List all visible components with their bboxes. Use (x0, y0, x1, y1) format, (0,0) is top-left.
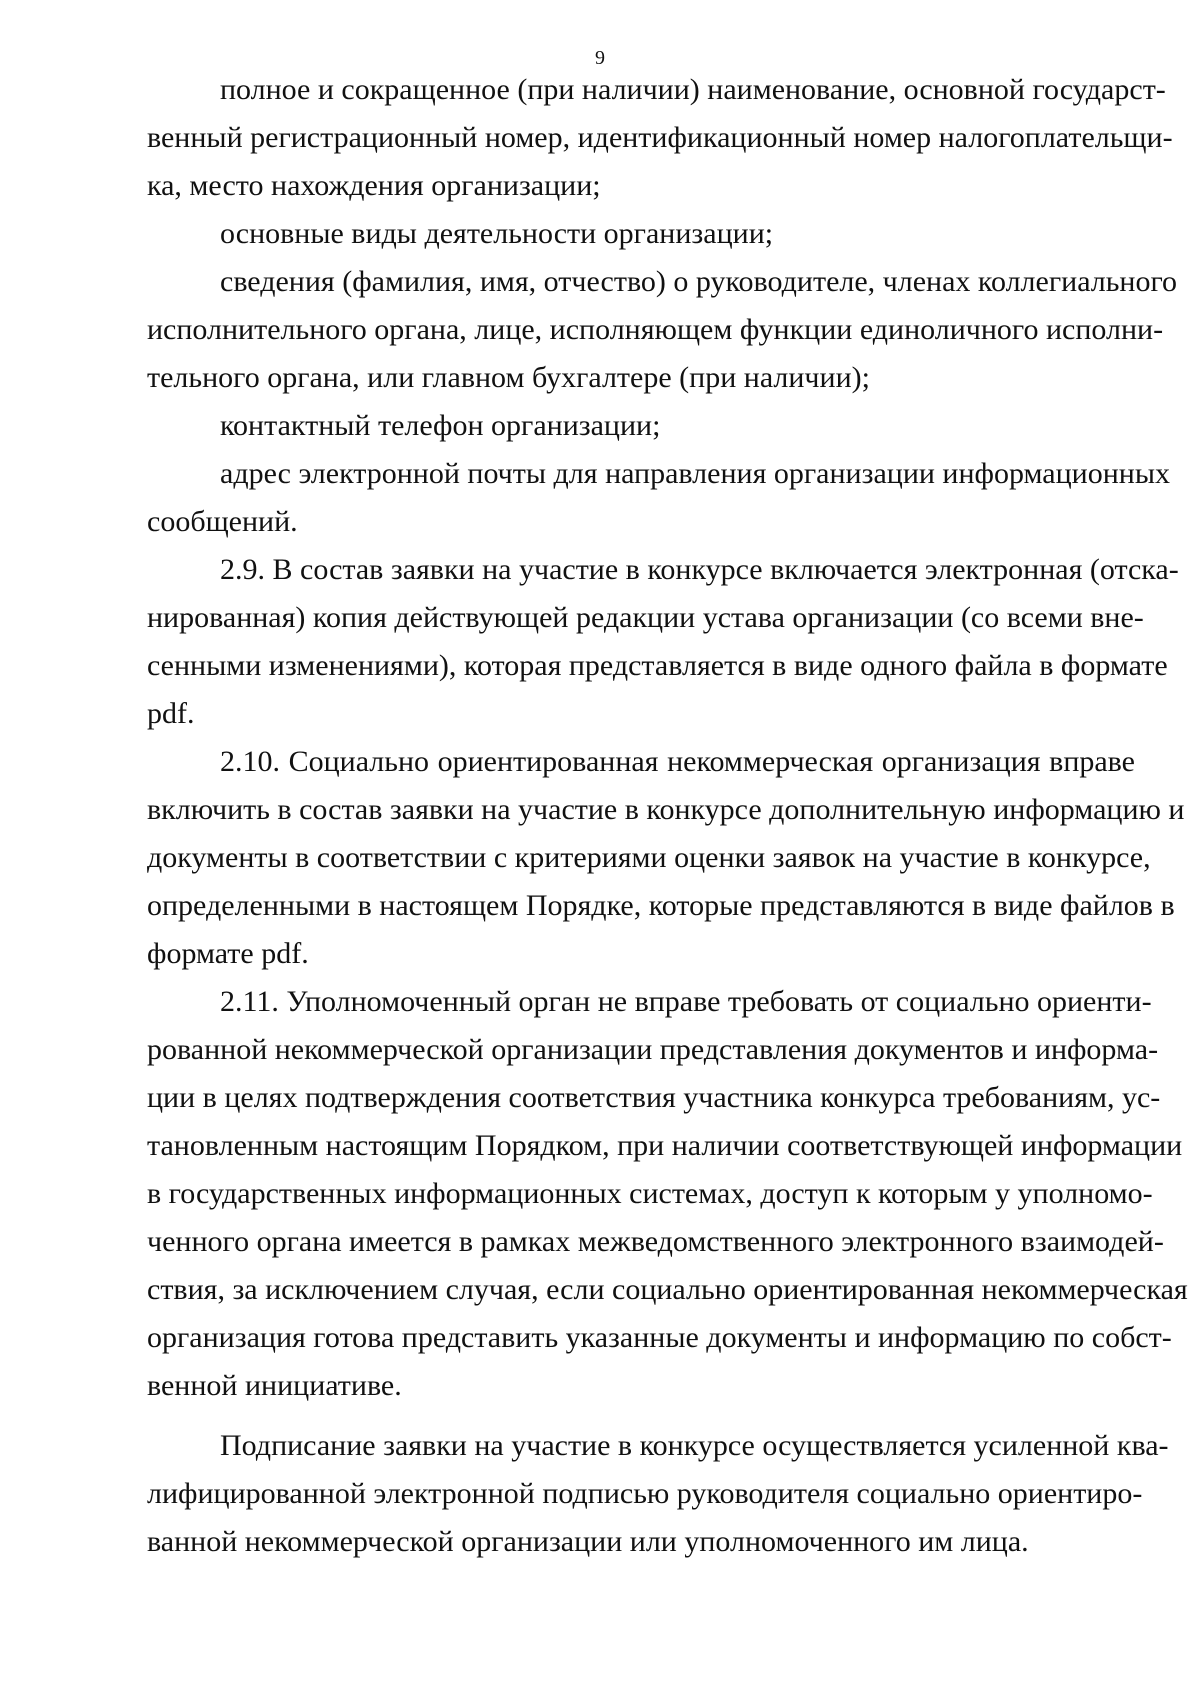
text-line: лифицированной электронной подписью руководителя социально ориентиро- (147, 1477, 1143, 1510)
document-body (147, 66, 1188, 1566)
text-line: pdf. (147, 697, 195, 730)
page-number: 9 (595, 47, 605, 69)
text-line: венный регистрационный номер, идентификационный номер налогоплательщи- (147, 121, 1173, 154)
text-line: адрес электронной почты для направления организации информационных (220, 457, 1170, 490)
text-line: контактный телефон организации; (220, 409, 661, 442)
text-line: тановленным настоящим Порядком, при наличии соответствующей информации (147, 1129, 1183, 1162)
text-line: формате pdf. (147, 937, 309, 970)
text-line: документы в соответствии с критериями оценки заявок на участие в конкурсе, (147, 841, 1151, 874)
text-line: ванной некоммерческой организации или уполномоченного им лица. (147, 1525, 1029, 1558)
text-line: 2.11. Уполномоченный орган не вправе требовать от социально ориенти- (220, 985, 1152, 1018)
text-line: венной инициативе. (147, 1369, 402, 1402)
paragraph-2-10 (147, 738, 1185, 978)
text-line: включить в состав заявки на участие в конкурсе дополнительную информацию и (147, 793, 1185, 826)
paragraph-email (147, 450, 1170, 546)
text-line: определенными в настоящем Порядке, которые представляются в виде файлов в (147, 889, 1175, 922)
text-line: основные виды деятельности организации; (220, 217, 774, 250)
text-line: организация готова представить указанные документы и информацию по собст- (147, 1321, 1172, 1354)
text-line: ции в целях подтверждения соответствия участника конкурса требованиям, ус- (147, 1081, 1161, 1114)
paragraph-management (147, 258, 1178, 402)
paragraph-phone (147, 402, 1135, 450)
text-line: нированная) копия действующей редакции устава организации (со всеми вне- (147, 601, 1144, 634)
text-line: сообщений. (147, 505, 298, 538)
text-line: ствия, за исключением случая, если социально ориентированная некоммерческая (147, 1273, 1188, 1306)
paragraph-2-11 (147, 978, 1188, 1410)
text-line: полное и сокращенное (при наличии) наименование, основной государст- (220, 73, 1166, 106)
paragraph-activities (147, 210, 1135, 258)
text-line: ка, место нахождения организации; (147, 169, 601, 202)
paragraph-signing (147, 1422, 1169, 1566)
text-line: ченного органа имеется в рамках межведомственного электронного взаимодей- (147, 1225, 1164, 1258)
text-line: рованной некоммерческой организации представления документов и информа- (147, 1033, 1159, 1066)
text-line: 2.9. В состав заявки на участие в конкурсе включается электронная (отска- (220, 553, 1179, 586)
text-line: сведения (фамилия, имя, отчество) о руководителе, членах коллегиального (220, 265, 1178, 298)
text-line: тельного органа, или главном бухгалтере (при наличии); (147, 361, 870, 394)
text-line: сенными изменениями), которая представляется в виде одного файла в формате (147, 649, 1168, 682)
text-line: в государственных информационных системах, доступ к которым у уполномо- (147, 1177, 1153, 1210)
text-line: 2.10. Социально ориентированная некоммерческая организация вправе (220, 745, 1135, 778)
text-line: исполнительного органа, лице, исполняющем функции единоличного исполни- (147, 313, 1164, 346)
paragraph-org-name (147, 66, 1173, 210)
paragraph-gap (147, 1410, 1135, 1422)
text-line: Подписание заявки на участие в конкурсе осуществляется усиленной ква- (220, 1429, 1169, 1462)
paragraph-2-9 (147, 546, 1179, 738)
